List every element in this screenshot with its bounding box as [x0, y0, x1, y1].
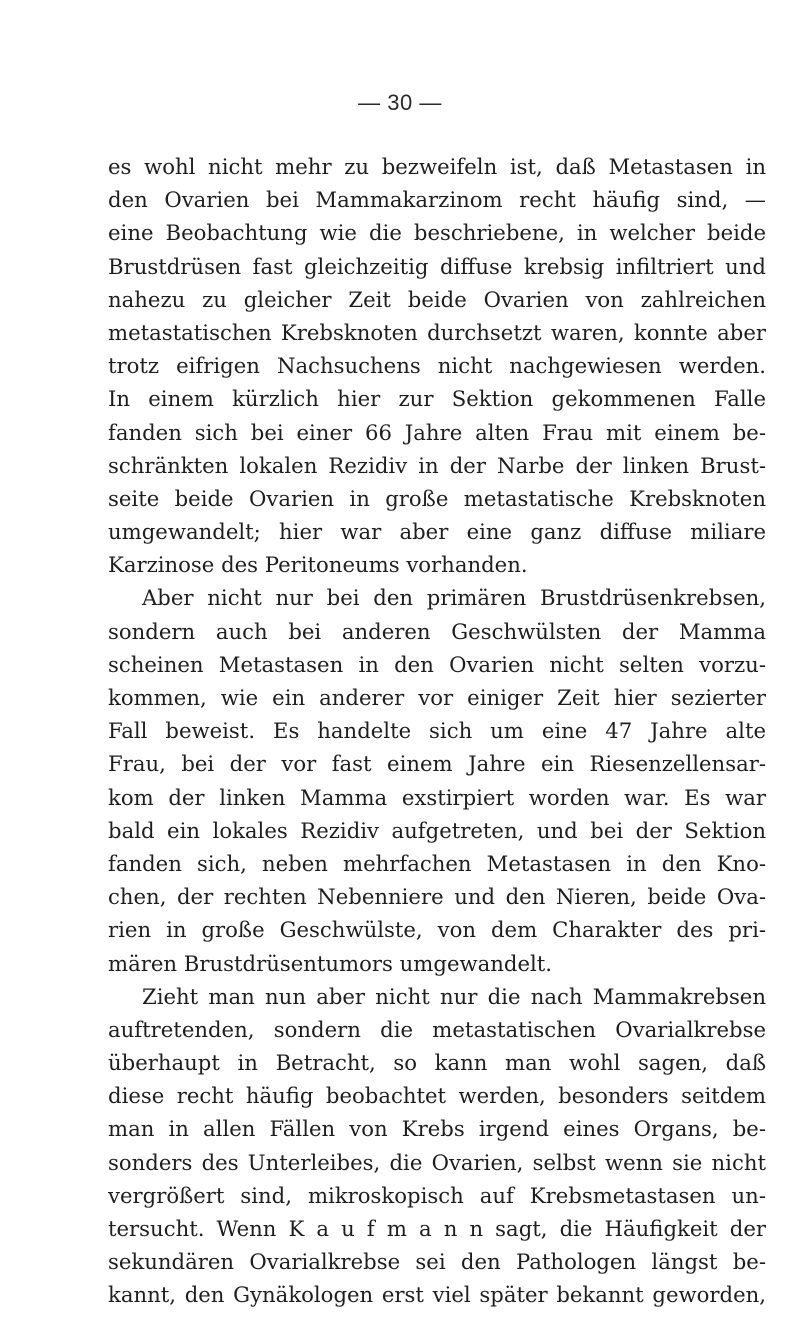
- text-line: bald ein lokales Rezidiv aufgetreten, und bei der Sektion: [108, 817, 766, 843]
- text-line: eine Beobachtung wie die beschriebene, in welcher beide: [108, 220, 766, 246]
- text-line: kommen, wie ein anderer vor einiger Zeit hier sezierter: [108, 685, 766, 710]
- text-line: Frau, bei der vor fast einem Jahre ein Riesenzellensar-: [108, 751, 766, 777]
- text-line: seite beide Ovarien in große metastatische Krebsknoten: [108, 485, 766, 511]
- text-line: auftretenden, sondern die metastatischen Ovarialkrebse: [108, 1016, 766, 1042]
- text-line: rien in große Geschwülste, von dem Charakter des pri-: [108, 917, 766, 943]
- text-line: sondern auch bei anderen Geschwülsten der Mamma: [108, 618, 766, 644]
- text-line: den Ovarien bei Mammakarzinom recht häufig sind, —: [108, 187, 766, 213]
- text-line: mären Brustdrüsentumors umgewandelt.: [108, 950, 553, 976]
- text-line: Karzinose des Peritoneums vorhanden.: [108, 552, 528, 578]
- page-number: — 30 —: [358, 90, 442, 115]
- text-line: tersucht. Wenn K a u f m a n n sagt, die Häufigkeit der: [108, 1216, 766, 1241]
- text-line: diese recht häufig beobachtet werden, besonders seitdem: [108, 1083, 766, 1109]
- text-line: kom der linken Mamma exstirpiert worden war. Es war: [108, 784, 766, 810]
- text-line: es wohl nicht mehr zu bezweifeln ist, daß Metastasen in: [108, 154, 766, 179]
- body-text: [108, 150, 766, 1312]
- text-line: In einem kürzlich hier zur Sektion gekommenen Falle: [108, 386, 766, 412]
- text-line: fanden sich bei einer 66 Jahre alten Frau mit einem be-: [108, 419, 766, 445]
- text-line: Fall beweist. Es handelte sich um eine 47 Jahre alte: [108, 718, 766, 744]
- text-line: nahezu zu gleicher Zeit beide Ovarien von zahlreichen: [108, 286, 766, 312]
- text-line: kannt, den Gynäkologen erst viel später bekannt geworden,: [108, 1282, 766, 1308]
- text-line: umgewandelt; hier war aber eine ganz diffuse miliare: [108, 519, 766, 545]
- text-line: metastatischen Krebsknoten durchsetzt waren, konnte aber: [108, 319, 766, 345]
- text-line: sonders des Unterleibes, die Ovarien, selbst wenn sie nicht: [108, 1149, 766, 1175]
- text-line: Aber nicht nur bei den primären Brustdrüsenkrebsen,: [142, 585, 766, 611]
- text-line: sekundären Ovarialkrebse sei den Pathologen längst be-: [108, 1249, 766, 1275]
- text-line: chen, der rechten Nebenniere und den Nieren, beide Ova-: [108, 884, 766, 910]
- text-line: Brustdrüsen fast gleichzeitig diffuse krebsig infiltriert und: [108, 253, 766, 279]
- text-line: scheinen Metastasen in den Ovarien nicht selten vorzu-: [108, 651, 766, 677]
- text-line: Zieht man nun aber nicht nur die nach Mammakrebsen: [142, 983, 766, 1009]
- text-line: vergrößert sind, mikroskopisch auf Krebsmetastasen un-: [108, 1182, 766, 1208]
- text-line: man in allen Fällen von Krebs irgend eines Organs, be-: [108, 1116, 766, 1142]
- text-line: schränkten lokalen Rezidiv in der Narbe der linken Brust-: [108, 452, 766, 478]
- text-line: fanden sich, neben mehrfachen Metastasen in den Kno-: [108, 850, 766, 876]
- text-line: überhaupt in Betracht, so kann man wohl sagen, daß: [108, 1050, 766, 1076]
- text-line: trotz eifrigen Nachsuchens nicht nachgewiesen werden.: [108, 353, 766, 379]
